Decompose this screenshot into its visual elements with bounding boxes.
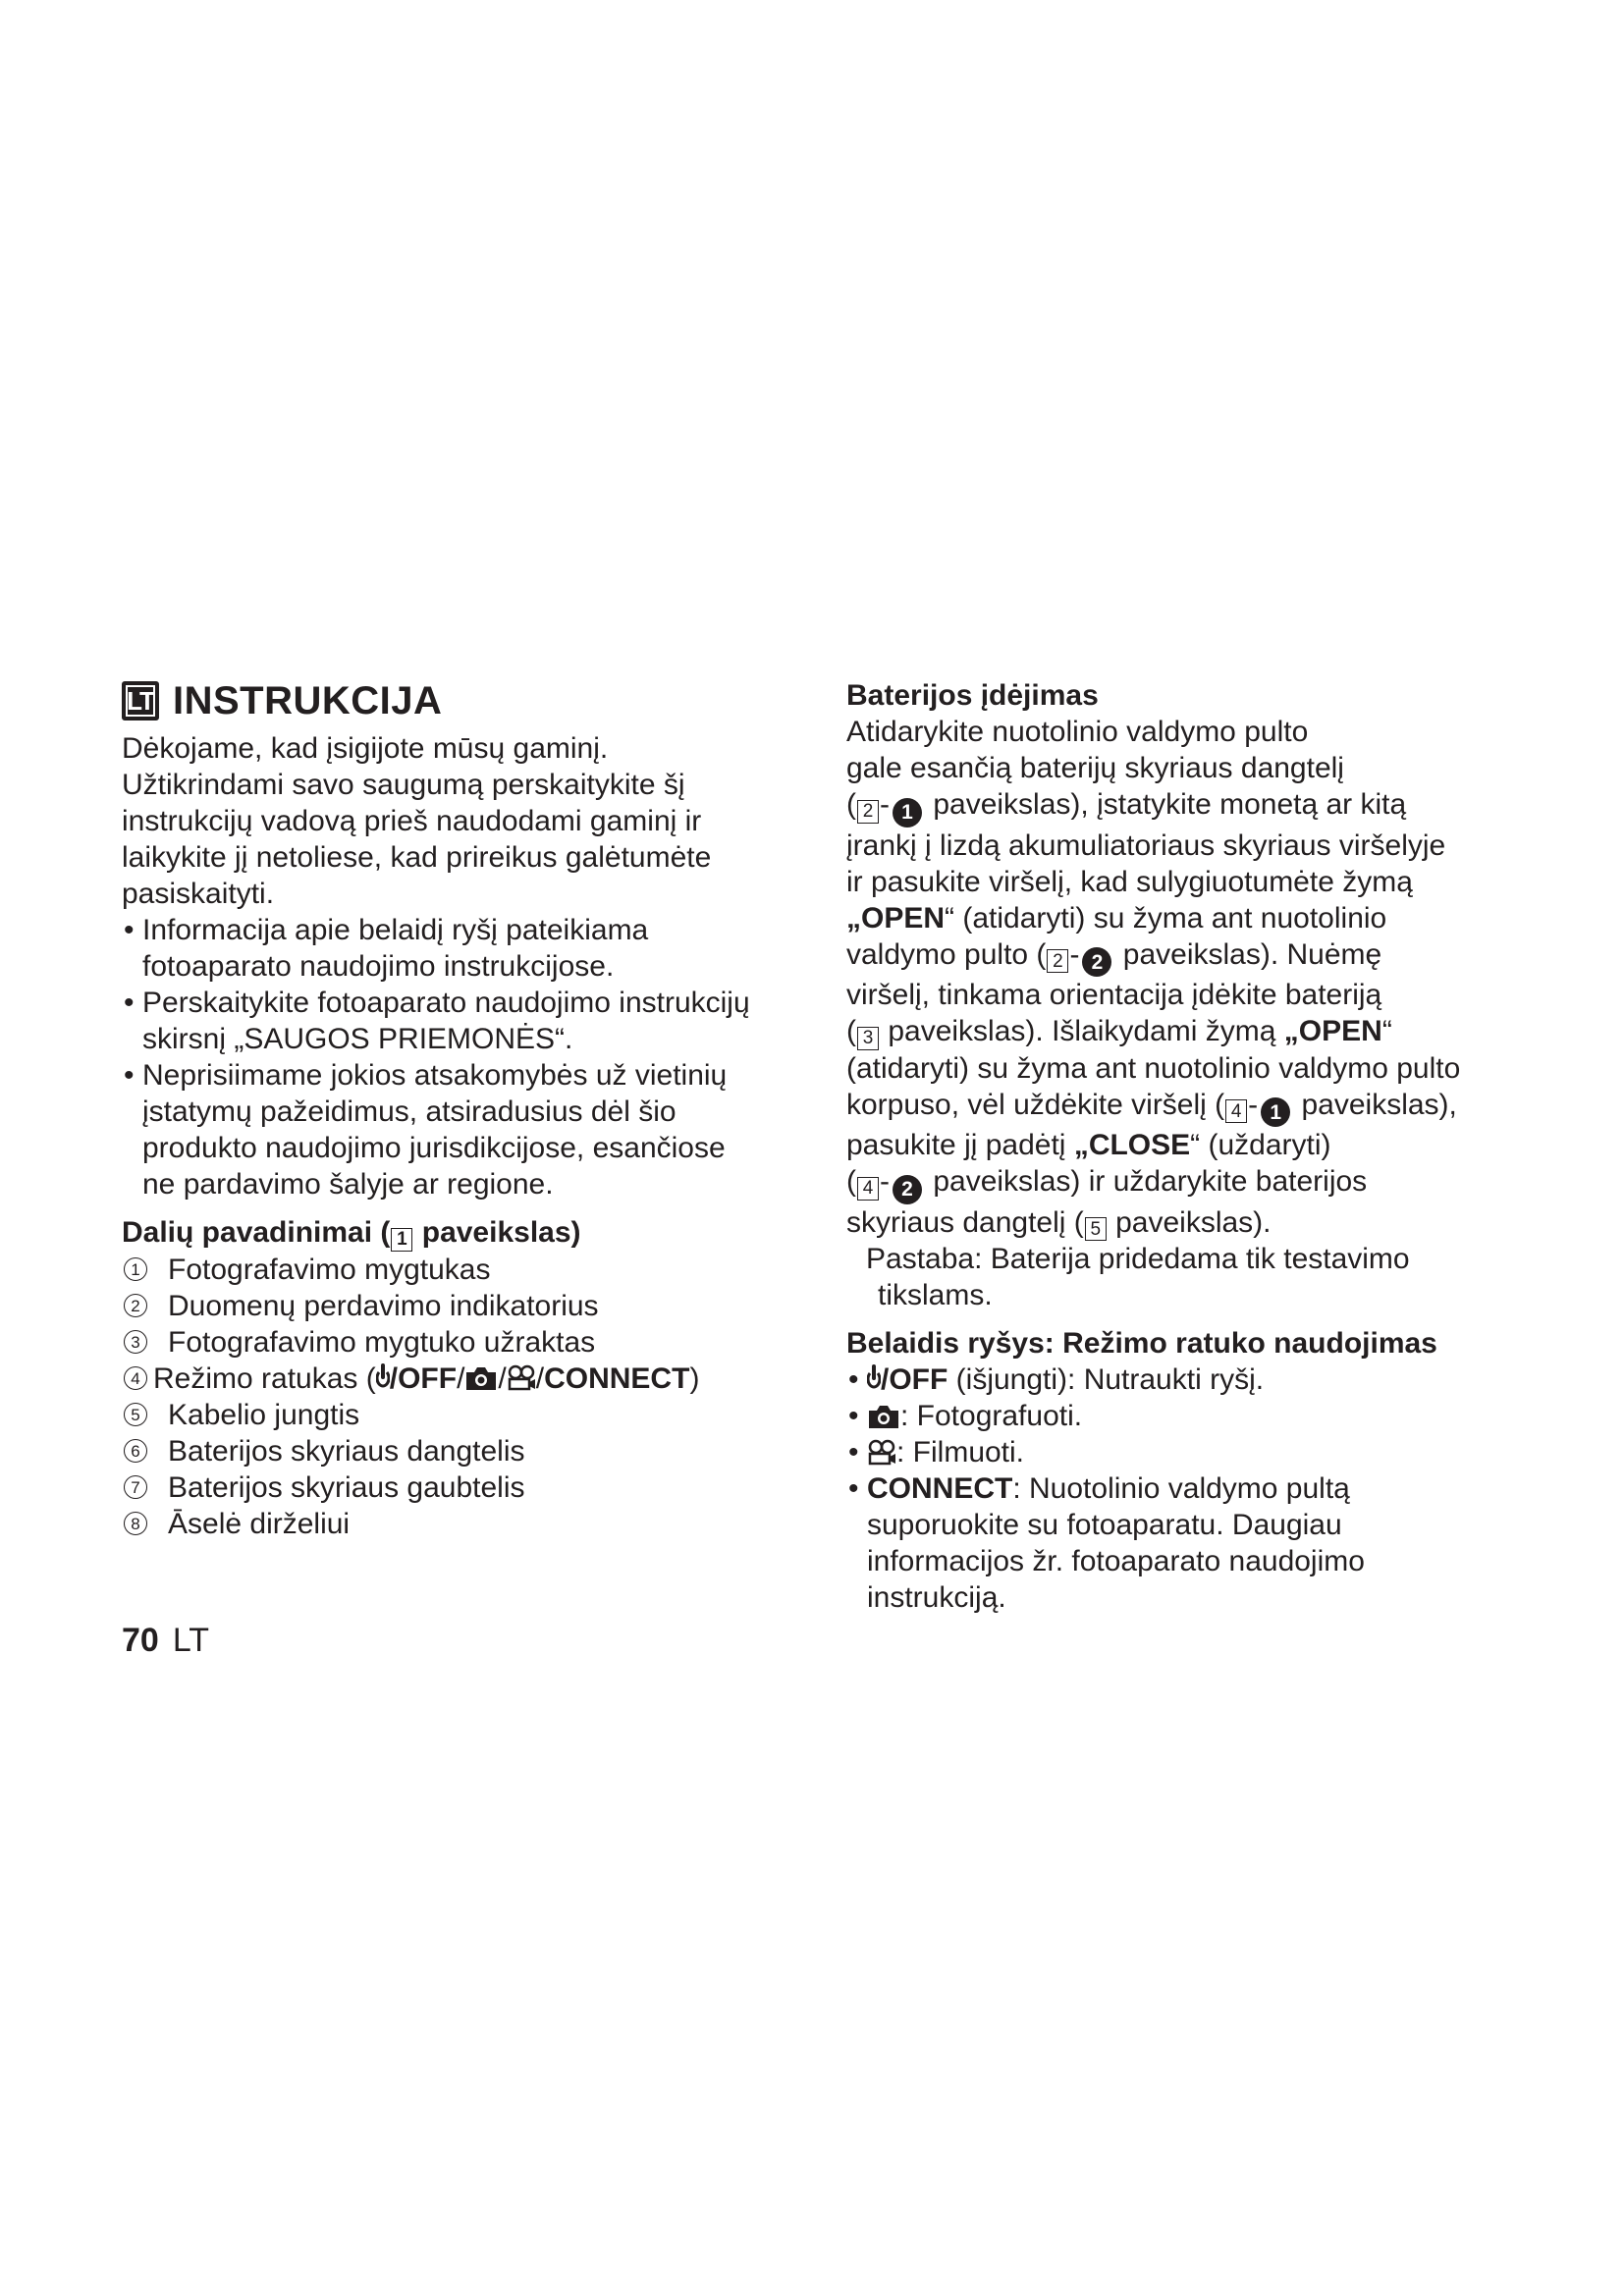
text: paveikslas), xyxy=(1293,1088,1457,1121)
connect-label: CONNECT xyxy=(867,1472,1013,1505)
page-footer xyxy=(122,1622,209,1660)
off-label: /OFF xyxy=(881,1363,948,1396)
battery-line xyxy=(846,936,1514,978)
part-item xyxy=(122,1361,809,1397)
text: ( xyxy=(846,1015,856,1047)
connect-line: suporuokite su fotoaparatu. Daugiau xyxy=(867,1509,1342,1541)
right-column xyxy=(846,677,1514,1616)
text: valdymo pulto ( xyxy=(846,937,1047,971)
battery-note: tikslams. xyxy=(878,1279,993,1311)
intro-bullets xyxy=(122,912,809,1202)
text: paveikslas). Nuėmę xyxy=(1114,937,1382,971)
open-label: „OPEN xyxy=(1283,1015,1382,1047)
part-label: Režimo ratukas ( xyxy=(153,1362,376,1395)
camera-icon xyxy=(867,1403,900,1430)
part-label: Baterijos skyriaus dangtelis xyxy=(168,1434,525,1468)
mode-off-label: /OFF xyxy=(389,1362,458,1395)
part-item xyxy=(122,1252,809,1288)
figure-ref: 4 xyxy=(1225,1099,1247,1123)
battery-paragraph xyxy=(846,714,1514,1313)
battery-line xyxy=(846,1127,1514,1163)
text: “ xyxy=(1381,1015,1392,1047)
close-label: „CLOSE xyxy=(1073,1129,1191,1161)
mode-separator: / xyxy=(535,1362,545,1395)
title-row xyxy=(122,677,809,724)
bullet-line: ne pardavimo šalyje ar regione. xyxy=(142,1168,554,1201)
bullet-item xyxy=(122,1057,809,1202)
connect-desc: : Nuotolinio valdymo pultą xyxy=(1012,1472,1350,1505)
intro-line: instrukcijų vadovą prieš naudodami gaminį ir xyxy=(122,805,702,837)
bullet-item xyxy=(122,985,809,1057)
bullet-line: fotoaparato naudojimo instrukcijose. xyxy=(142,950,615,983)
part-number: 4 xyxy=(124,1366,147,1390)
text: ( xyxy=(846,788,856,821)
text: “ (atidaryti) su žyma ant nuotolinio xyxy=(945,901,1387,934)
footer-lang: LT xyxy=(172,1622,209,1659)
off-desc: (išjungti): Nutraukti ryšį. xyxy=(947,1363,1265,1396)
figure-ref: 5 xyxy=(1085,1217,1107,1241)
part-label: Duomenų perdavimo indikatorius xyxy=(168,1289,599,1322)
part-item xyxy=(122,1469,809,1506)
battery-line xyxy=(846,786,1514,828)
step-marker: 1 xyxy=(893,798,922,828)
part-label: Baterijos skyriaus gaubtelis xyxy=(168,1470,525,1504)
text: pasukite jį padėtį xyxy=(846,1129,1074,1161)
part-number: 6 xyxy=(124,1439,147,1463)
intro-line: Dėkojame, kad įsigijote mūsų gaminį. xyxy=(122,732,609,765)
connect-line: instrukciją. xyxy=(867,1581,1006,1614)
bullet-line: produkto naudojimo jurisdikcijose, esančiose xyxy=(142,1132,726,1164)
text: “ (uždaryti) xyxy=(1190,1129,1331,1161)
text: paveikslas). Išlaikydami žymą xyxy=(880,1015,1284,1047)
battery-note: Pastaba: Baterija pridedama tik testavimo xyxy=(866,1243,1410,1275)
intro-line: laikykite jį netoliese, kad prireikus galėtumėte xyxy=(122,841,712,874)
text: - xyxy=(1069,937,1080,971)
figure-ref: 4 xyxy=(857,1177,879,1201)
mode-close-paren: ) xyxy=(689,1362,700,1395)
mode-connect-label: CONNECT xyxy=(544,1362,690,1395)
battery-line: Atidarykite nuotolinio valdymo pulto xyxy=(846,716,1309,748)
part-label: Āselė dirželiui xyxy=(168,1507,351,1540)
battery-line xyxy=(846,1204,1514,1242)
battery-line xyxy=(846,900,1514,936)
connect-line xyxy=(867,1470,1514,1507)
text: ( xyxy=(846,1165,856,1198)
battery-line: (atidaryti) su žyma ant nuotolinio valdymo pulto xyxy=(846,1051,1461,1085)
battery-line: įrankį į lizdą akumuliatoriaus skyriaus viršelyje xyxy=(846,828,1446,862)
battery-line xyxy=(846,1087,1514,1128)
battery-heading: Baterijos įdėjimas xyxy=(846,679,1099,712)
wireless-item-movie xyxy=(846,1434,1514,1470)
wireless-heading: Belaidis ryšys: Režimo ratuko naudojimas xyxy=(846,1327,1437,1360)
bullet-line: • Perskaitykite fotoaparato naudojimo instrukcijų xyxy=(142,987,750,1019)
part-label: Kabelio jungtis xyxy=(168,1398,360,1431)
wireless-item-photo xyxy=(846,1398,1514,1434)
battery-line xyxy=(846,1163,1514,1204)
movie-desc: : Filmuoti. xyxy=(896,1436,1025,1468)
part-label: Fotografavimo mygtuko užraktas xyxy=(168,1325,596,1359)
text: paveikslas). xyxy=(1107,1205,1272,1239)
parts-heading-text: Dalių pavadinimai ( xyxy=(122,1216,391,1249)
step-marker: 2 xyxy=(1082,947,1111,977)
part-number: 3 xyxy=(124,1330,147,1354)
bullet-line: • Neprisiimame jokios atsakomybės už vietinių xyxy=(142,1059,728,1092)
figure-ref: 1 xyxy=(391,1228,412,1252)
page-title: INSTRUKCIJA xyxy=(173,678,443,722)
camera-icon xyxy=(464,1364,498,1392)
part-item xyxy=(122,1324,809,1361)
photo-desc: : Fotografuoti. xyxy=(900,1400,1083,1432)
text: - xyxy=(1248,1088,1259,1121)
battery-line xyxy=(846,1013,1514,1050)
figure-ref: 3 xyxy=(857,1027,879,1050)
step-marker: 1 xyxy=(1261,1097,1290,1127)
figure-ref: 2 xyxy=(1047,949,1068,973)
wireless-list xyxy=(846,1362,1514,1616)
wireless-item-off xyxy=(846,1362,1514,1398)
power-icon xyxy=(867,1364,881,1394)
part-item xyxy=(122,1506,809,1542)
text: skyriaus dangtelį ( xyxy=(846,1205,1084,1239)
power-icon xyxy=(376,1363,390,1393)
battery-line: ir pasukite viršelį, kad sulygiuotumėte žymą xyxy=(846,865,1413,898)
mode-separator: / xyxy=(457,1362,465,1395)
battery-line: gale esančią baterijų skyriaus dangtelį xyxy=(846,752,1344,784)
bullet-line: skirsnį „SAUGOS PRIEMONĖS“. xyxy=(142,1023,573,1055)
text: paveikslas), įstatykite monetą ar kitą xyxy=(925,788,1407,821)
left-column xyxy=(122,677,809,1542)
bullet-item xyxy=(122,912,809,985)
part-item xyxy=(122,1433,809,1469)
mode-separator: / xyxy=(498,1362,507,1395)
bullet-line: • Informacija apie belaidį ryšį pateikiama xyxy=(142,914,649,946)
intro-line: pasiskaityti. xyxy=(122,878,275,910)
part-number: 2 xyxy=(124,1294,147,1317)
battery-line: viršelį, tinkama orientacija įdėkite bateriją xyxy=(846,979,1382,1011)
parts-heading xyxy=(122,1214,809,1252)
part-item xyxy=(122,1288,809,1324)
text: paveikslas) ir uždarykite baterijos xyxy=(925,1165,1368,1198)
movie-camera-icon xyxy=(507,1364,536,1392)
parts-list xyxy=(122,1252,809,1542)
figure-ref: 2 xyxy=(857,800,879,824)
text: - xyxy=(880,788,890,821)
part-number: 7 xyxy=(124,1475,147,1499)
language-badge: LT xyxy=(122,681,159,721)
connect-line: informacijos žr. fotoaparato naudojimo xyxy=(867,1545,1365,1577)
part-number: 8 xyxy=(124,1512,147,1535)
text: korpuso, vėl uždėkite viršelį ( xyxy=(846,1088,1225,1121)
part-number: 5 xyxy=(124,1403,147,1426)
part-number: 1 xyxy=(124,1257,147,1281)
open-label: „OPEN xyxy=(846,901,946,934)
intro-paragraph xyxy=(122,730,809,912)
parts-heading-text: paveikslas) xyxy=(413,1216,581,1249)
part-item xyxy=(122,1397,809,1433)
step-marker: 2 xyxy=(893,1175,922,1204)
movie-camera-icon xyxy=(867,1439,896,1467)
part-label: Fotografavimo mygtukas xyxy=(168,1253,491,1286)
intro-line: Užtikrindami savo saugumą perskaitykite šį xyxy=(122,769,685,801)
bullet-line: įstatymų pažeidimus, atsiradusius dėl šio xyxy=(142,1095,677,1128)
page-number: 70 xyxy=(122,1622,159,1659)
wireless-item-connect xyxy=(846,1470,1514,1616)
text: - xyxy=(880,1165,890,1198)
